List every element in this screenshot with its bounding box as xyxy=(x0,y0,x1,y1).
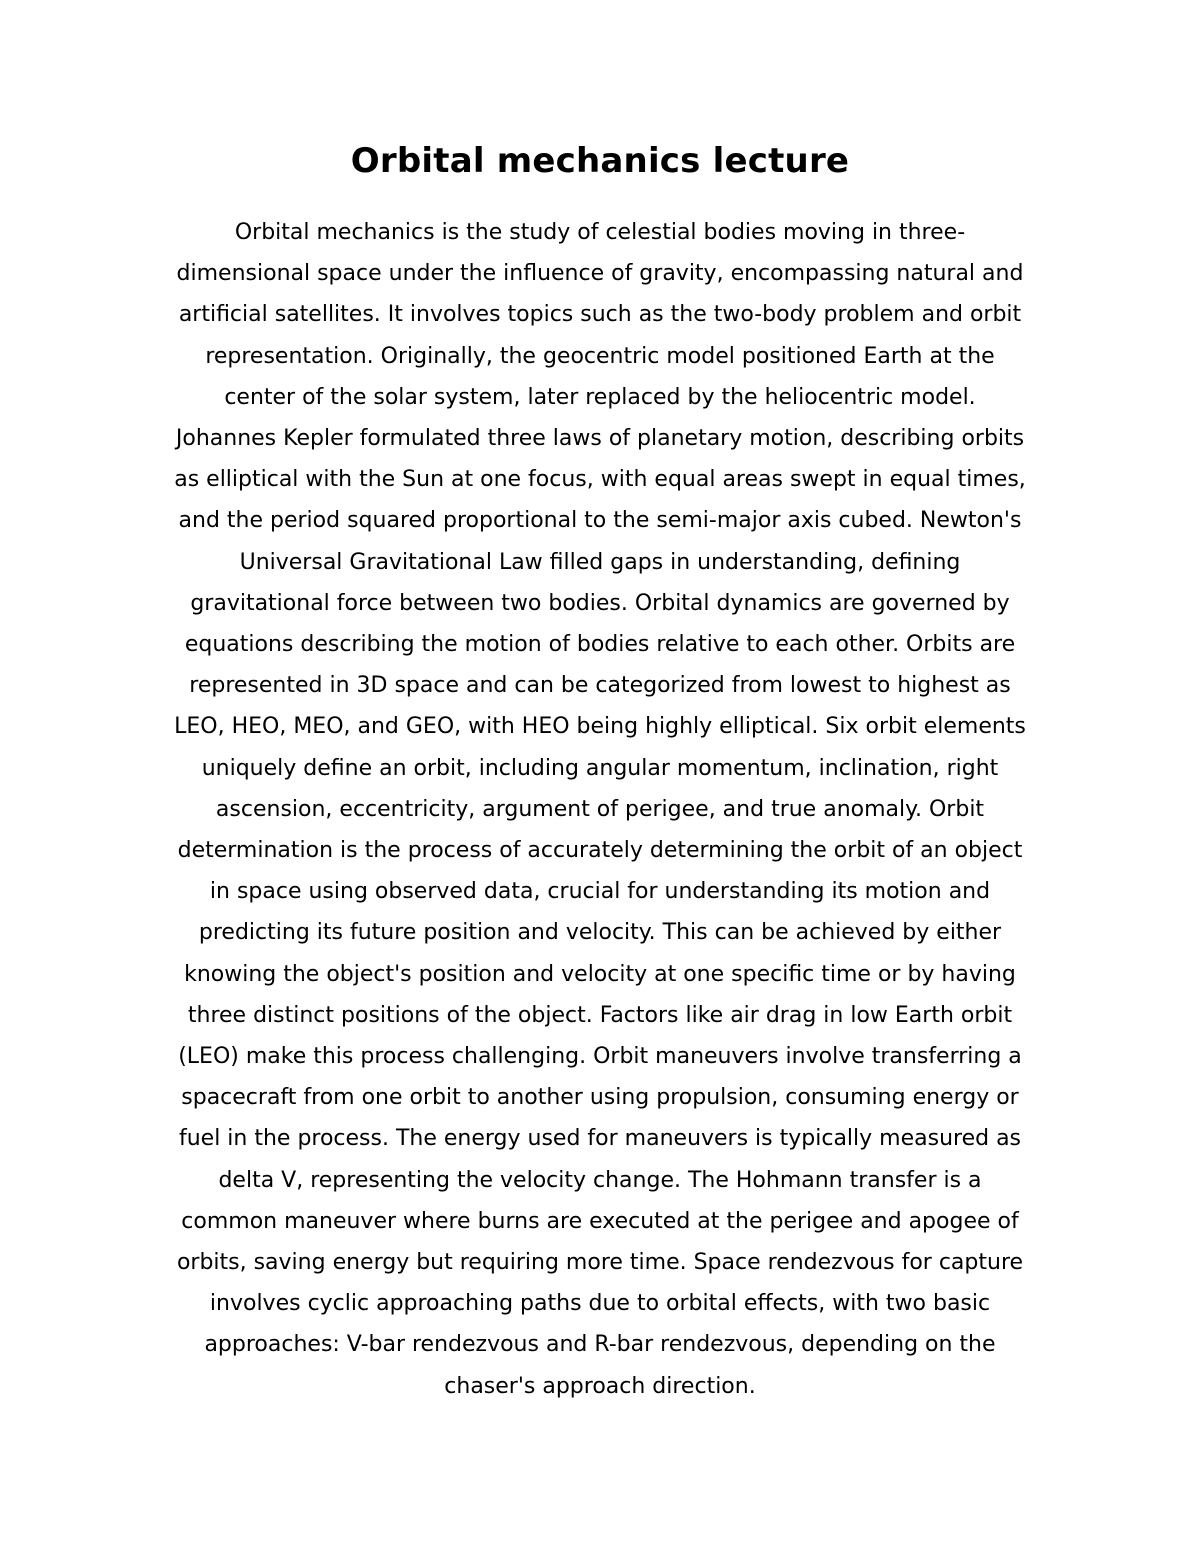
body-text-line: Orbital mechanics is the study of celestial bodies moving in three- xyxy=(234,220,966,245)
body-text-line: dimensional space under the influence of gravity, encompassing natural and xyxy=(176,261,1024,287)
body-text-line: representation. Originally, the geocentric model positioned Earth at the xyxy=(205,343,995,369)
body-text-line: delta V, representing the velocity change. The Hohmann transfer is a xyxy=(218,1167,982,1193)
body-text-line: determination is the process of accurately determining the orbit of an object xyxy=(177,838,1023,864)
body-text-line: equations describing the motion of bodies relative to each other. Orbits are xyxy=(184,632,1016,658)
body-text-line: spacecraft from one orbit to another using propulsion, consuming energy or xyxy=(181,1085,1019,1111)
body-text-line: fuel in the process. The energy used for maneuvers is typically measured as xyxy=(178,1126,1022,1152)
body-text-line: (LEO) make this process challenging. Orbit maneuvers involve transferring a xyxy=(178,1044,1022,1070)
body-text-line: represented in 3D space and can be categorized from lowest to highest as xyxy=(189,673,1011,699)
body-text-line: ascension, eccentricity, argument of perigee, and true anomaly. Orbit xyxy=(215,796,985,822)
body-text-line: three distinct positions of the object. Factors like air drag in low Earth orbit xyxy=(187,1002,1013,1028)
body-text-line: Johannes Kepler formulated three laws of planetary motion, describing orbits xyxy=(175,426,1025,452)
body-text-line: as elliptical with the Sun at one focus, with equal areas swept in equal times, xyxy=(174,467,1026,493)
body-text-line: knowing the object's position and velocity at one specific time or by having xyxy=(184,961,1016,987)
document-title: Orbital mechanics lecture xyxy=(350,141,850,181)
body-text-line: orbits, saving energy but requiring more time. Space rendezvous for capture xyxy=(176,1250,1024,1276)
body-text-line: chaser's approach direction. xyxy=(444,1373,756,1399)
body-text-line: uniquely define an orbit, including angular momentum, inclination, right xyxy=(201,755,999,781)
document-body xyxy=(140,212,1060,1407)
body-text-line: approaches: V-bar rendezvous and R-bar rendezvous, depending on the xyxy=(204,1332,996,1358)
body-text-line: common maneuver where burns are executed at the perigee and apogee of xyxy=(181,1208,1019,1234)
body-text-line: in space using observed data, crucial for understanding its motion and xyxy=(209,879,991,905)
body-text-line: artificial satellites. It involves topics such as the two-body problem and orbit xyxy=(178,302,1022,328)
body-text-line: Universal Gravitational Law filled gaps in understanding, defining xyxy=(239,549,961,575)
body-text-line: involves cyclic approaching paths due to orbital effects, with two basic xyxy=(209,1291,991,1317)
body-text-line: gravitational force between two bodies. Orbital dynamics are governed by xyxy=(190,590,1010,616)
body-text-line: center of the solar system, later replaced by the heliocentric model. xyxy=(224,384,976,410)
body-text-line: predicting its future position and velocity. This can be achieved by either xyxy=(198,920,1002,946)
body-text-line: LEO, HEO, MEO, and GEO, with HEO being highly elliptical. Six orbit elements xyxy=(174,714,1026,740)
body-text-line: and the period squared proportional to the semi-major axis cubed. Newton's xyxy=(178,508,1022,534)
